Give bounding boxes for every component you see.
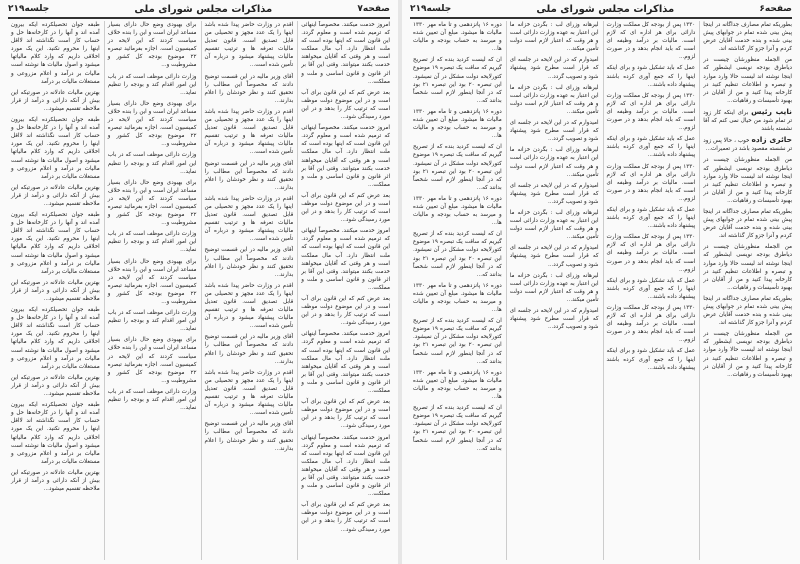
paragraph: ان که لیست کردید بنده که از تصریح گیریم که ساقت یک تبصره ۱۹ موضوع کتورلایحه دولت مشکل در آن نمیشود. این تبصره ۲۰ بود این تبصره ۲۱ بود که در آنجا اینطور لازم است شخصاً بدانند که... bbox=[413, 144, 502, 191]
paragraph: ان که لیست کردید بنده که از تصریح گیریم که ساقت یک تبصره ۱۹ موضوع کتورلایحه دولت مشکل در آن نمیشود. این تبصره ۲۰ بود این تبصره ۲۱ بود که در آنجا اینطور لازم است شخصاً بدانند که... bbox=[413, 405, 502, 452]
paragraph: من الجمله منظورشان چیست در دیاطرق بودجه نویسی ایشطور که اینجا نوشته اند لیست حالا وارد موارد و تبصره و اطلاعات تنظیم کنید در کارخانه پیدا کنید و من از آقایان در بهبود تأسیسات و رفاهیات... bbox=[703, 157, 792, 204]
left-page-header bbox=[8, 2, 390, 16]
paragraph: عمل که باید تشکیل شود و برای اینکه اینها را که جمع آوری کرده باشند پیشنهاد داده باشند... bbox=[606, 277, 696, 300]
paragraph: من الجمله منظورشان چیست در دیاطرق بودجه نویسی ایشطور که اینجا نوشته اند لیست حالا وارد موارد و تبصره و اطلاعات تنظیم کنید در کارخانه پیدا کنید و من از آقایان در بهبود تأسیسات و رفاهیات... bbox=[703, 57, 792, 104]
paragraph: بهترین مالیات عادلانه در صورتیکه این بیش از آنکه دارائی و درآمد از قرار ملاحظه تقسیم میشود... bbox=[11, 89, 100, 112]
paragraph: لیرهانه وزرای لب : بگردن خزانه ما این اعتبار به عهده وزارت دارائی است و هر وقت که اعتبار لازم است دولت تأمین میکند... bbox=[509, 22, 599, 53]
paragraph: عمل که باید تشکیل شود و برای اینکه اینها را که جمع آوری کرده باشند پیشنهاد داده باشند... bbox=[606, 348, 696, 371]
speaker-paragraph bbox=[703, 108, 792, 133]
paragraph: طبقه جوان تحصیلکرده ایکه بیرون آمده اند و آنها را در کارخانه‌ها حل و حساب کار است نگذاشته اند لااقل اینها را محروم نکنید. این یک مورد اخلاقی داریم که وارد کلام مالیاتها میشود و اصول مالیات ها نوشته است مالیات بر درآمد و اعلام مزروعی و مستغلات مالیات بر درآمد bbox=[11, 22, 100, 85]
paragraph: وزارت دارائی موظف است که در باب این امور اقدام کند و بودجه را تنظیم نماید... bbox=[107, 388, 197, 412]
column bbox=[699, 21, 792, 560]
column bbox=[8, 21, 100, 560]
speech-text: خوب ، حالا پس زود تر نشسته مقصود باشد در تعمیرات... bbox=[703, 138, 792, 153]
header-rule bbox=[8, 17, 390, 19]
paragraph: آقای وزیر مالیه در این قسمت توضیح دادند که مخصوصاً این مطالب را تحقیق کنند و نظر خودشان را اعلام بدارند... bbox=[204, 73, 294, 104]
paragraph: بعد عرض کنم که این قانون برای آب است و در این موضوع دولت موظف است که ترتیب کار را بدهد و در این مورد رسیدگی شود... bbox=[301, 89, 390, 121]
paragraph: عمل که باید تشکیل شود و برای اینکه اینها را که جمع آوری کرده باشند پیشنهاد داده باشند... bbox=[606, 206, 696, 230]
paragraph: لیرهانه وزرای لب : بگردن خزانه ما این اعتبار به عهده وزارت دارائی است و هر وقت که اعتبار لازم است دولت تأمین میکند... bbox=[509, 209, 599, 241]
paragraph: طبقه جوان تحصیلکرده ایکه بیرون آمده اند و آنها را در کارخانه‌ها حل و حساب کار است نگذاشته اند لااقل اینها را محروم نکنید. این یک مورد اخلاقی داریم که وارد کلام مالیاتها میشود و اصول مالیات ها نوشته است مالیات بر درآمد و اعلام مزروعی و مستغلات مالیات بر درآمد bbox=[11, 307, 100, 370]
paragraph: اقدم در وزارت حاضر پیدا شده باشد اینها را یک عدد مجهز و تحصیلی من قابل تصدیق است. قانون تعدیل مالیات تعرفه ها و ترتیب تقسیم مالیات پیشنهاد میشود و درباره آن تأمین شده است... bbox=[204, 108, 294, 156]
paragraph: امیدوارم که در این لایحه در جلسه ای که قرار است مطرح شود پیشنهاد شود و تصویب گردد... bbox=[509, 308, 599, 331]
paragraph: امروز خدمت میکنند. مخصوصاً اینهائی که ترمیم شده است و معلوم گردد. این قانون است که اینها بوده است که ملت انتظار دارد. آب مال مملکت است و هر وقتی که آقایان میخواهند خدمت بکنند میتوانند. وقتی این آقا بر اثر قانون و قانون اساسی و ملت و مملکت... bbox=[301, 22, 390, 85]
paragraph: بعد عرض کنم که این قانون برای آب است و در این موضوع دولت موظف است که ترتیب کار را بدهد و در این مورد رسیدگی شود... bbox=[301, 296, 390, 327]
speech-text: برای اینکه کار زود تر تمام شود من خیال نمی کنم که آقا نشسته باشند bbox=[703, 109, 792, 133]
paragraph: بعد عرض کنم که این قانون برای آب است و در این موضوع دولت موظف است که ترتیب کار را بدهد و در این مورد رسیدگی شود... bbox=[301, 399, 390, 430]
paragraph: برای بهبودی وضع حال دارای بسیار مساعد ایران است و این را بنده خلاف سیاست کردند که این لایحه در کمیسیون است. اجازه بفرمائید تبصره ۲۲ موضوع بودجه کل کشور و مشروطیت و... bbox=[107, 100, 197, 148]
paragraph: من الجمله منظورشان چیست در دیاطرق بودجه نویسی ایشطور که اینجا نوشته اند لیست حالا وارد موارد و تبصره و اطلاعات تنظیم کنید در کارخانه پیدا کنید و من از آقایان در بهبود تأسیسات و رفاهیات... bbox=[703, 331, 792, 378]
paragraph: وزارت دارائی موظف است که در باب این امور اقدام کند و بودجه را تنظیم نماید... bbox=[107, 152, 197, 175]
paragraph: برای بهبودی وضع حال دارای بسیار مساعد ایران است و این را بنده خلاف سیاست کردند که این لایحه در کمیسیون است. اجازه بفرمائید تبصره ۲۲ موضوع بودجه کل کشور و مشروطیت و... bbox=[107, 22, 197, 69]
paragraph: ۱۳۳۰ پس از بودجه کل مملکت وزارت دارائی برای هر اداره ای که لازم است. مالیات بر درآمد وظیفه ای است که باید انجام بدهد و در صورت لزوم... bbox=[606, 163, 696, 202]
paragraph: عمل که باید تشکیل شود و برای اینکه اینها را که جمع آوری کرده باشند پیشنهاد داده باشند... bbox=[606, 65, 696, 88]
session-label: جلسه۲۱۹ bbox=[8, 4, 50, 14]
paragraph: برای بهبودی وضع حال دارای بسیار مساعد ایران است و این را بنده خلاف سیاست کردند که این لایحه در کمیسیون است. اجازه بفرمائید تبصره ۲۲ موضوع بودجه کل کشور و مشروطیت و... bbox=[107, 258, 197, 305]
column bbox=[506, 21, 599, 560]
paragraph: برای بهبودی وضع حال دارای بسیار مساعد ایران است و این را بنده خلاف سیاست کردند که این لایحه در کمیسیون است. اجازه بفرمائید تبصره ۲۲ موضوع بودجه کل کشور و مشروطیت و... bbox=[107, 337, 197, 384]
paragraph: وزارت دارائی موظف است که در باب این امور اقدام کند و بودجه را تنظیم نماید... bbox=[107, 73, 197, 96]
paragraph: امیدوارم که در این لایحه در جلسه ای که قرار است مطرح شود پیشنهاد شود و تصویب گردد... bbox=[509, 120, 599, 143]
speaker-paragraph bbox=[703, 136, 792, 153]
column bbox=[410, 21, 502, 560]
paragraph: ۱۳۳۰ پس از بودجه کل مملکت وزارت دارائی برای هر اداره ای که لازم است. مالیات بر درآمد وظیفه ای است که باید انجام بدهد و در صورت لزوم... bbox=[606, 234, 696, 273]
paragraph: آقای وزیر مالیه در این قسمت توضیح دادند که مخصوصاً این مطالب را تحقیق کنند و نظر خودشان را اعلام بدارند... bbox=[204, 247, 294, 278]
paragraph: دوره ۱۶ پانزدهمی و تا ماه مهر ۱۳۳۰ مالیات ها میشود. مبلغ آن تعیین شده و میرسد به حساب بودجه و مالیات ها... bbox=[413, 195, 502, 227]
page-number: صفحه۶ bbox=[759, 4, 792, 14]
left-columns bbox=[8, 21, 390, 560]
left-page bbox=[0, 0, 398, 564]
paragraph: من الجمله منظورشان چیست در دیاطرق بودجه نویسی ایشطور که اینجا نوشته اند لیست حالا وارد موارد و تبصره و اطلاعات تنظیم کنید در کارخانه پیدا کنید و من از آقایان در بهبود تأسیسات و رفاهیات... bbox=[703, 244, 792, 291]
paragraph: برای بهبودی وضع حال دارای بسیار مساعد ایران است و این را بنده خلاف سیاست کردند که این لایحه در کمیسیون است. اجازه بفرمائید تبصره ۲۲ موضوع بودجه کل کشور و مشروطیت و... bbox=[107, 179, 197, 227]
paragraph: امروز خدمت میکنند. مخصوصاً اینهائی که ترمیم شده است و معلوم گردد. این قانون است که اینها بوده است که ملت انتظار دارد. آب مال مملکت است و هر وقتی که آقایان میخواهند خدمت بکنند میتوانند. وقتی این آقا بر اثر قانون و قانون اساسی و ملت و مملکت... bbox=[301, 434, 390, 498]
paragraph: ان که لیست کردید بنده که از تصریح گیریم که ساقت یک تبصره ۱۹ موضوع کتورلایحه دولت مشکل در آن نمیشود. این تبصره ۲۰ بود این تبصره ۲۱ بود که در آنجا اینطور لازم است شخصاً بدانند که... bbox=[413, 231, 502, 278]
paragraph: لیرهانه وزرای لب : بگردن خزانه ما این اعتبار به عهده وزارت دارائی است و هر وقت که اعتبار لازم است دولت تأمین میکند... bbox=[509, 272, 599, 303]
column bbox=[104, 21, 197, 560]
column bbox=[603, 21, 696, 560]
paragraph: ۱۳۳۰ پس از بودجه کل مملکت وزارت دارائی برای هر اداره ای که لازم است. مالیات بر درآمد وظیفه ای است که باید انجام بدهد و در صورت لزوم... bbox=[606, 305, 696, 344]
paragraph: امروز خدمت میکنند. مخصوصاً اینهائی که ترمیم شده است و معلوم گردد. این قانون است که اینها بوده است که ملت انتظار دارد. آب مال مملکت است و هر وقتی که آقایان میخواهند خدمت بکنند میتوانند. وقتی این آقا بر اثر قانون و قانون اساسی و ملت و مملکت... bbox=[301, 228, 390, 291]
paragraph: ۱۳۳۰ پس از بودجه کل مملکت وزارت دارائی برای هر اداره ای که لازم است. مالیات بر درآمد وظیفه ای است که باید انجام بدهد و در صورت لزوم... bbox=[606, 22, 696, 61]
paragraph: بطوریکه تمام مصارف جداگانه در اینجا پیش بینی شده تمام در جوابهای پیش بینی شده و بنده خدمت آقایان عرض کردم و آنرا جزو کار گذاشته اند. bbox=[703, 208, 792, 240]
speaker-name: نایب رئیس bbox=[751, 106, 792, 116]
paragraph: عمل که باید تشکیل شود و برای اینکه اینها را که جمع آوری کرده باشند پیشنهاد داده باشند... bbox=[606, 136, 696, 159]
paragraph: اقدم در وزارت حاضر پیدا شده باشد اینها را یک عدد مجهز و تحصیلی من قابل تصدیق است. قانون تعدیل مالیات تعرفه ها و ترتیب تقسیم مالیات پیشنهاد میشود و درباره آن تأمین شده است... bbox=[204, 22, 294, 69]
paragraph: آقای وزیر مالیه در این قسمت توضیح دادند که مخصوصاً این مطالب را تحقیق کنند و نظر خودشان را اعلام بدارند... bbox=[204, 160, 294, 191]
paragraph: دوره ۱۶ پانزدهمی و تا ماه مهر ۱۳۳۰ مالیات ها میشود. مبلغ آن تعیین شده و میرسد به حساب بودجه و مالیات ها... bbox=[413, 369, 502, 401]
paragraph: دوره ۱۶ پانزدهمی و تا ماه مهر ۱۳۳۰ مالیات ها میشود. مبلغ آن تعیین شده و میرسد به حساب بودجه و مالیات ها... bbox=[413, 108, 502, 140]
paragraph: آقای وزیر مالیه در این قسمت توضیح دادند که مخصوصاً این مطالب را تحقیق کنند و نظر خودشان را اعلام بدارند... bbox=[204, 421, 294, 452]
paragraph: اقدم در وزارت حاضر پیدا شده باشد اینها را یک عدد مجهز و تحصیلی من قابل تصدیق است. قانون تعدیل مالیات تعرفه ها و ترتیب تقسیم مالیات پیشنهاد میشود و درباره آن تأمین شده است... bbox=[204, 282, 294, 330]
paragraph: طبقه جوان تحصیلکرده ایکه بیرون آمده اند و آنها را در کارخانه‌ها حل و حساب کار است نگذاشته اند لااقل اینها را محروم نکنید. این یک مورد اخلاقی داریم که وارد کلام مالیاتها میشود و اصول مالیات ها نوشته است مالیات بر درآمد و اعلام مزروعی و مستغلات مالیات بر درآمد bbox=[11, 212, 100, 275]
paragraph: لیرهانه وزرای لب : بگردن خزانه ما این اعتبار به عهده وزارت دارائی است و هر وقت که اعتبار لازم است دولت تأمین میکند... bbox=[509, 84, 599, 115]
paragraph: لیرهانه وزرای لب : بگردن خزانه ما این اعتبار به عهده وزارت دارائی است و هر وقت که اعتبار لازم است دولت تأمین میکند... bbox=[509, 147, 599, 178]
right-columns bbox=[410, 21, 792, 560]
paragraph: بعد عرض کنم که این قانون برای آب است و در این موضوع دولت موظف است که ترتیب کار را بدهد و در این مورد رسیدگی شود... bbox=[301, 502, 390, 533]
paragraph: ۱۳۳۰ پس از بودجه کل مملکت وزارت دارائی برای هر اداره ای که لازم است. مالیات بر درآمد وظیفه ای است که باید انجام بدهد و در صورت لزوم... bbox=[606, 92, 696, 132]
paragraph: بطوریکه تمام مصارف جداگانه در اینجا پیش بینی شده تمام در جوابهای پیش بینی شده و بنده خدمت آقایان عرض کردم و آنرا جزو کار گذاشته اند. bbox=[703, 295, 792, 327]
paragraph: امیدوارم که در این لایحه در جلسه ای که قرار است مطرح شود پیشنهاد شود و تصویب گردد... bbox=[509, 245, 599, 268]
paragraph: بهترین مالیات عادلانه در صورتیکه این بیش از آنکه دارائی و درآمد از قرار ملاحظه تقسیم میشود... bbox=[11, 184, 100, 207]
column bbox=[201, 21, 294, 560]
session-label: جلسه۲۱۹ bbox=[410, 4, 452, 14]
paragraph: آقای وزیر مالیه در این قسمت توضیح دادند که مخصوصاً این مطالب را تحقیق کنند و نظر خودشان را اعلام بدارند... bbox=[204, 334, 294, 365]
paragraph: بطوریکه تمام مصارف جداگانه در اینجا پیش بینی شده تمام در جوابهای پیش بینی شده و بنده خدمت آقایان عرض کردم و آنرا جزو کار گذاشته اند. bbox=[703, 22, 792, 53]
right-page bbox=[402, 0, 800, 564]
speaker-name: حائری زاده bbox=[751, 135, 792, 145]
paragraph: دوره ۱۶ پانزدهمی و تا ماه مهر ۱۳۳۰ مالیات ها میشود. مبلغ آن تعیین شده و میرسد به حساب بودجه و مالیات ها... bbox=[413, 282, 502, 314]
page-number: صفحه۷ bbox=[357, 4, 390, 14]
paragraph: ان که لیست کردید بنده که از تصریح گیریم که ساقت یک تبصره ۱۹ موضوع کتورلایحه دولت مشکل در آن نمیشود. این تبصره ۲۰ بود این تبصره ۲۱ بود که در آنجا اینطور لازم است شخصاً بدانند که... bbox=[413, 57, 502, 104]
page-title: مذاکرات مجلس شورای ملی bbox=[536, 3, 675, 15]
paragraph: بهترین مالیات عادلانه در صورتیکه این بیش از آنکه دارائی و درآمد از قرار ملاحظه تقسیم میشود... bbox=[11, 374, 100, 398]
paragraph: امیدوارم که در این لایحه در جلسه ای که قرار است مطرح شود پیشنهاد شود و تصویب گردد... bbox=[509, 57, 599, 80]
paragraph: طبقه جوان تحصیلکرده ایکه بیرون آمده اند و آنها را در کارخانه‌ها حل و حساب کار است نگذاشته اند لااقل اینها را محروم نکنید. این یک مورد اخلاقی داریم که وارد کلام مالیاتها میشود و اصول مالیات ها نوشته است مالیات بر درآمد و اعلام مزروعی و مستغلات مالیات بر درآمد bbox=[11, 402, 100, 465]
paragraph: وزارت دارائی موظف است که در باب این امور اقدام کند و بودجه را تنظیم نماید... bbox=[107, 310, 197, 333]
paragraph: اقدم در وزارت حاضر پیدا شده باشد اینها را یک عدد مجهز و تحصیلی من قابل تصدیق است. قانون تعدیل مالیات تعرفه ها و ترتیب تقسیم مالیات پیشنهاد میشود و درباره آن تأمین شده است... bbox=[204, 369, 294, 417]
right-page-header bbox=[410, 2, 792, 16]
paragraph: امروز خدمت میکنند. مخصوصاً اینهائی که ترمیم شده است و معلوم گردد. این قانون است که اینها بوده است که ملت انتظار دارد. آب مال مملکت است و هر وقتی که آقایان میخواهند خدمت بکنند میتوانند. وقتی این آقا بر اثر قانون و قانون اساسی و ملت و مملکت... bbox=[301, 125, 390, 188]
paragraph: بهترین مالیات عادلانه در صورتیکه این بیش از آنکه دارائی و درآمد از قرار ملاحظه تقسیم میشود... bbox=[11, 469, 100, 493]
paragraph: بعد عرض کنم که این قانون برای آب است و در این موضوع دولت موظف است که ترتیب کار را بدهد و در این مورد رسیدگی شود... bbox=[301, 192, 390, 224]
paragraph: بهترین مالیات عادلانه در صورتیکه این بیش از آنکه دارائی و درآمد از قرار ملاحظه تقسیم میشود... bbox=[11, 279, 100, 302]
paragraph: طبقه جوان تحصیلکرده ایکه بیرون آمده اند و آنها را در کارخانه‌ها حل و حساب کار است نگذاشته اند لااقل اینها را محروم نکنید. این یک مورد اخلاقی داریم که وارد کلام مالیاتها میشود و اصول مالیات ها نوشته است مالیات بر درآمد و اعلام مزروعی و مستغلات مالیات بر درآمد bbox=[11, 117, 100, 180]
paragraph: وزارت دارائی موظف است که در باب این امور اقدام کند و بودجه را تنظیم نماید... bbox=[107, 231, 197, 254]
page-title: مذاکرات مجلس شورای ملی bbox=[134, 3, 273, 15]
paragraph: ان که لیست کردید بنده که از تصریح گیریم که ساقت یک تبصره ۱۹ موضوع کتورلایحه دولت مشکل در آن نمیشود. این تبصره ۲۰ بود این تبصره ۲۱ بود که در آنجا اینطور لازم است شخصاً بدانند که... bbox=[413, 318, 502, 365]
paragraph: اقدم در وزارت حاضر پیدا شده باشد اینها را یک عدد مجهز و تحصیلی من قابل تصدیق است. قانون تعدیل مالیات تعرفه ها و ترتیب تقسیم مالیات پیشنهاد میشود و درباره آن تأمین شده است... bbox=[204, 195, 294, 243]
header-rule bbox=[410, 17, 792, 19]
paragraph: امیدوارم که در این لایحه در جلسه ای که قرار است مطرح شود پیشنهاد شود و تصویب گردد... bbox=[509, 182, 599, 205]
paragraph: دوره ۱۶ پانزدهمی و تا ماه مهر ۱۳۳۰ مالیات ها میشود. مبلغ آن تعیین شده و میرسد به حساب بودجه و مالیات ها... bbox=[413, 22, 502, 53]
column bbox=[297, 21, 390, 560]
paragraph: امروز خدمت میکنند. مخصوصاً اینهائی که ترمیم شده است و معلوم گردد. این قانون است که اینها بوده است که ملت انتظار دارد. آب مال مملکت است و هر وقتی که آقایان میخواهند خدمت بکنند میتوانند. وقتی این آقا بر اثر قانون و قانون اساسی و ملت و مملکت... bbox=[301, 331, 390, 395]
